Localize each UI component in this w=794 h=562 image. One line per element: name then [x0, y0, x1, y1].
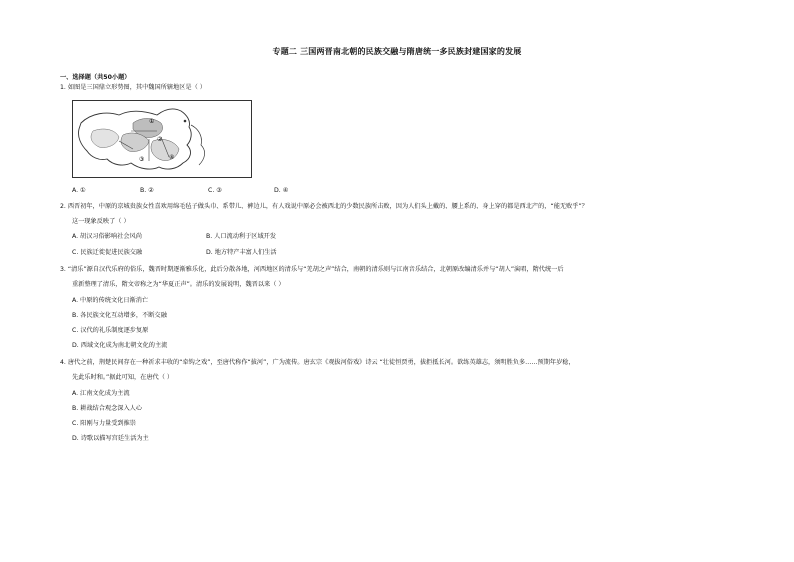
- q4-option-d[interactable]: D. 诗歌以描写宫廷生活为主: [72, 435, 149, 442]
- region-shade-3: [151, 139, 179, 160]
- three-kingdoms-map: [72, 100, 252, 178]
- q3-option-a[interactable]: A. 中原的传统文化日渐消亡: [72, 297, 149, 304]
- question-1-stem: 1. 如图是三国鼎立形势图，其中魏国所辖地区是（ ）: [60, 84, 206, 91]
- q3-option-c[interactable]: C. 汉代的礼乐制度逐步复原: [72, 327, 149, 334]
- question-2-stem-line1: 2. 西晋初年，中原的京城贵族女性喜欢用绵毛毡子做头巾、系带儿、裤边儿，有人戏说中原必会被西北的少数民族所击败，因为人们头上戴的、腰上系的、身上穿的都是西北产的，“能无败乎”？: [60, 203, 588, 210]
- q1-option-a[interactable]: A. ①: [72, 187, 86, 194]
- q2-option-a[interactable]: A. 胡汉习俗影响社会风尚: [72, 233, 142, 240]
- q1-option-c[interactable]: C. ③: [208, 187, 222, 194]
- q3-option-d[interactable]: D. 西域文化成为南北朝文化的主流: [72, 342, 168, 349]
- map-label-3: ③: [139, 156, 145, 163]
- q1-option-d[interactable]: D. ④: [274, 187, 289, 194]
- region-shade-4: [91, 129, 119, 148]
- q1-option-b[interactable]: B. ②: [140, 187, 154, 194]
- map-drawing: [73, 101, 252, 178]
- map-label-4: ④: [169, 154, 175, 161]
- q4-option-b[interactable]: B. 耕战结合观念深入人心: [72, 405, 143, 412]
- island-dot: [184, 120, 187, 123]
- q2-option-b[interactable]: B. 人口流动利于区域开发: [206, 233, 277, 240]
- question-4-stem-line2: 先此乐时和。”据此可知，在唐代（ ）: [72, 374, 174, 381]
- question-3-stem-line1: 3. “清乐”源自汉代乐府的俗乐，魏晋时期逐渐雅乐化，此后分散各地，河西地区的清乐与“羌胡之声”结合，南朝的清乐则与江南音乐结合，北朝原改编清乐并与“胡人”演唱，隋代统一后: [60, 266, 564, 273]
- question-4-stem-line1: 4. 唐代之前，荆楚民间存在一种祈求丰收的“牵钩之戏”，至唐代称作“拔河”，广为流传。唐玄宗《观拔河俗戏》诗云 “壮徒恒贾勇，拔拒抵长河。欲练英雄志，须明胜负多……预期年岁稔，: [60, 359, 575, 366]
- section-heading: 一、选择题（共50小题）: [60, 74, 131, 81]
- q4-option-a[interactable]: A. 江南文化成为主流: [72, 390, 130, 397]
- map-label-2: ②: [157, 136, 163, 143]
- q3-option-b[interactable]: B. 各民族文化互动增多，不断交融: [72, 312, 167, 319]
- question-2-stem-line2: 这一现象反映了（ ）: [72, 218, 130, 225]
- coastline: [191, 125, 205, 165]
- page-title: 专题二 三国两晋南北朝的民族交融与隋唐统一多民族封建国家的发展: [272, 47, 522, 56]
- question-3-stem-line2: 重新整理了清乐，隋文帝称之为“华夏正声”。清乐的发展说明，魏晋以来（ ）: [72, 281, 285, 288]
- q4-option-c[interactable]: C. 阳刚与力量受到推崇: [72, 420, 136, 427]
- q2-option-c[interactable]: C. 民族迁徙促进民族交融: [72, 249, 143, 256]
- q2-option-d[interactable]: D. 地方特产丰富人们生活: [206, 249, 277, 256]
- map-label-1: ①: [149, 118, 155, 125]
